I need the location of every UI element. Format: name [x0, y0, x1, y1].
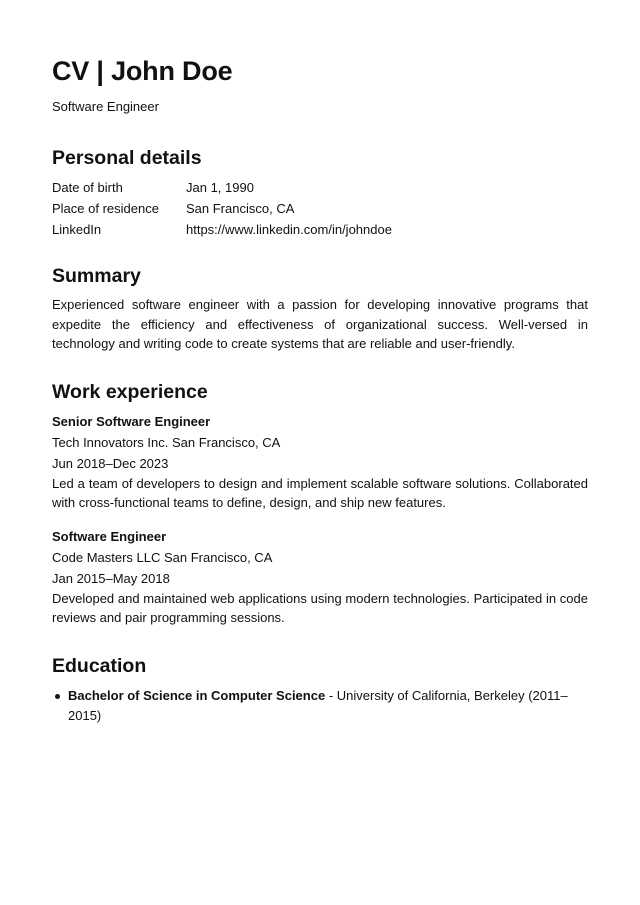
job-description: Led a team of developers to design and implement scalable software solutions. Collaborated with cross-functional teams to define, design, and ship new features. [52, 475, 588, 510]
education-degree: Bachelor of Science in Computer Science [68, 687, 326, 703]
work-experience-heading: Work experience [52, 380, 208, 403]
job-dates: Jun 2018–Dec 2023 [52, 455, 169, 471]
linkedin-link[interactable]: https://www.linkedin.com/in/johndoe [186, 222, 392, 237]
row-label: LinkedIn [52, 222, 102, 237]
personal-details-heading: Personal details [52, 147, 202, 169]
personal-row-residence [52, 198, 588, 219]
education-section [52, 653, 588, 726]
row-value: Jan 1, 1990 [186, 180, 254, 195]
personal-details-section [52, 145, 588, 240]
summary-heading: Summary [52, 265, 141, 287]
summary-text: Experienced software engineer with a passion for developing innovative programs that expedite the efficiency and effectiveness of organizational success. Well-versed in technology and writing code to create systems that are reliable and user-friendly. [52, 297, 588, 351]
job-description: Developed and maintained web applications using modern technologies. Participated in code reviews and pair programming sessions. [52, 590, 588, 625]
job-entry [52, 411, 588, 513]
row-value: San Francisco, CA [186, 201, 295, 216]
job-title: Software Engineer [52, 528, 167, 544]
job-company: Code Masters LLC San Francisco, CA [52, 549, 273, 565]
education-detail: - University of California, Berkeley (2011–2015) [68, 687, 568, 723]
personal-row-linkedin [52, 219, 588, 240]
row-label: Place of residence [52, 201, 159, 216]
job-entry [52, 526, 588, 628]
education-item [68, 686, 588, 726]
education-list [52, 686, 588, 726]
page-title: CV | John Doe [52, 56, 233, 86]
job-dates: Jan 2015–May 2018 [52, 570, 170, 586]
job-company: Tech Innovators Inc. San Francisco, CA [52, 434, 281, 450]
job-subtitle: Software Engineer [52, 99, 159, 114]
bullet-icon [55, 694, 60, 699]
row-label: Date of birth [52, 180, 123, 195]
summary-section [52, 263, 588, 354]
education-heading: Education [52, 654, 147, 677]
personal-details-table [52, 177, 588, 240]
job-title: Senior Software Engineer [52, 413, 211, 429]
personal-row-date-of-birth [52, 177, 588, 198]
work-experience-section [52, 379, 588, 628]
